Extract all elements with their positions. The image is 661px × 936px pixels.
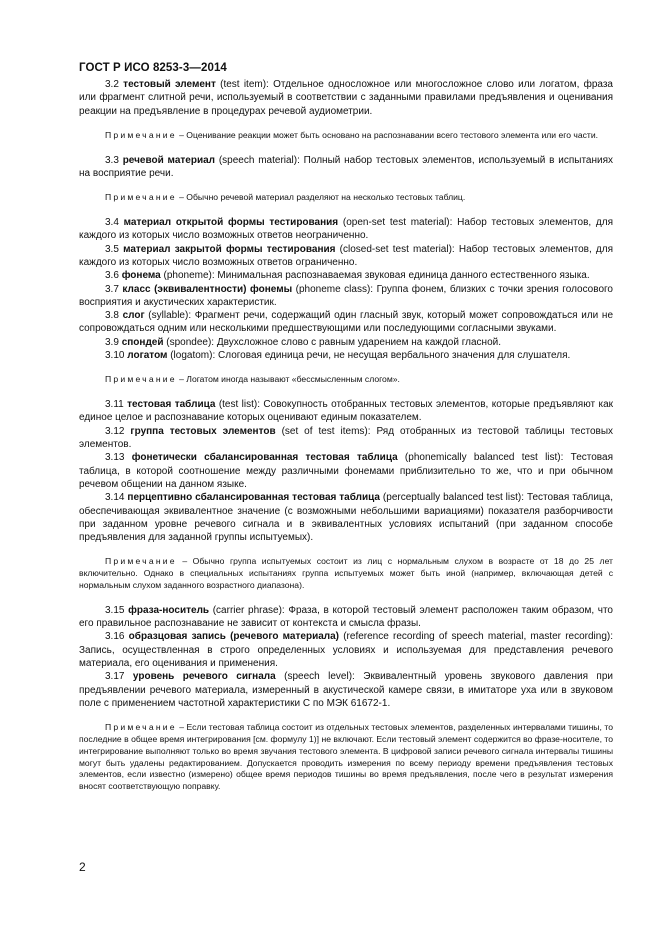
entry-term: слог bbox=[122, 310, 145, 322]
entry-term: материал закрытой формы тестирования bbox=[123, 243, 336, 255]
entry-term: логатом bbox=[127, 350, 168, 362]
entry-definition: (carrier phrase): Фраза, в которой тестовый элемент расположен таким образом, что его правильное распознавание не зависит от контекста и смысла фразы. bbox=[79, 604, 613, 630]
note-label: Примечание bbox=[105, 556, 177, 567]
document-header: ГОСТ Р ИСО 8253-3—2014 bbox=[79, 62, 227, 74]
entry-term: класс (эквивалентности) фонемы bbox=[122, 283, 293, 295]
term-entry-3-15 bbox=[79, 604, 613, 631]
note-5 bbox=[79, 722, 613, 793]
term-entry-3-6 bbox=[79, 269, 613, 282]
term-entry-3-10 bbox=[79, 349, 613, 362]
note-label: Примечание bbox=[105, 192, 177, 203]
entry-number: 3.16 bbox=[105, 631, 129, 643]
entry-definition: (syllable): Фрагмент речи, содержащий один гласный звук, который может сопровождаться или не сопровождаться одним или несколькими предшествующими или последующими согласными звуками. bbox=[79, 310, 614, 335]
entry-number: 3.6 bbox=[105, 270, 122, 282]
note-text: – Если тестовая таблица состоит из отдельных тестовых элементов, разделенных интервалами тишины, то последние в общее время интегрирования [см. формулу 1)] не включают. Если тестовый элемент содержится во фразе-носителе, то интегрирование выполняют только во время звучания тестового элемента. В цифровой записи речевого сигнала интервалы тишины могут быть удалены редактированием. Допускается проводить измерения по всему периоду времени предъявления тестовых элементов, если известно (измерено) общее время периодов тишины во время предъявления, после чего в результат измерения вносят соответствующую поправку. bbox=[79, 722, 613, 792]
entry-term: фраза-носитель bbox=[128, 604, 210, 616]
entry-definition: (spondee): Двухсложное слово с равным ударением на каждой гласной. bbox=[163, 336, 502, 348]
term-entry-3-8 bbox=[79, 309, 613, 336]
entry-definition: (test item): Отдельное односложное или многосложное слово или логатом, фраза или фрагмент слитной речи, используемый в соответствии с заданными правилами предъявления и оценивания реакции на предъявление в процедурах речевой аудиометрии. bbox=[79, 79, 613, 117]
entry-term: фонетически сбалансированная тестовая таблица bbox=[131, 452, 398, 464]
term-entry-3-17 bbox=[79, 670, 613, 710]
note-text: – Обычно речевой материал разделяют на несколько тестовых таблиц. bbox=[176, 192, 466, 203]
entry-number: 3.15 bbox=[105, 604, 129, 616]
entry-term: перцептивно сбалансированная тестовая таблица bbox=[127, 492, 380, 504]
note-label: Примечание bbox=[105, 129, 177, 140]
entry-definition: (set of test items): Ряд отобранных из тестовой таблицы тестовых элементов. bbox=[79, 425, 614, 451]
entry-number: 3.8 bbox=[105, 310, 123, 322]
entry-definition: (open-set test material): Набор тестовых элементов, для каждого из которых число возможных ответов неограниченно. bbox=[79, 217, 613, 242]
note-text: – Оценивание реакции может быть основано на распознавании всего тестового элемента или его части. bbox=[176, 129, 599, 140]
term-entry-3-5 bbox=[79, 243, 613, 270]
note-1 bbox=[79, 130, 613, 142]
entry-definition: (reference recording of speech material, master recording): Запись, осуществленная в строго определенных условиях и используемая для представления речевого материала, его оценивания и применения. bbox=[79, 631, 613, 669]
entry-term: фонема bbox=[121, 270, 161, 282]
term-entry-3-4 bbox=[79, 216, 613, 243]
entry-definition: (phoneme): Минимальная распознаваемая звуковая единица данного естественного языка. bbox=[160, 270, 590, 282]
entry-term: спондей bbox=[121, 336, 164, 348]
entry-term: образцовая запись (речевого материала) bbox=[128, 631, 340, 643]
page-number: 2 bbox=[79, 860, 86, 874]
entry-term: тестовый элемент bbox=[123, 79, 216, 90]
note-4 bbox=[79, 556, 613, 591]
term-entry-3-7 bbox=[79, 283, 613, 310]
entry-number: 3.12 bbox=[105, 425, 131, 437]
entry-term: уровень речевого сигнала bbox=[132, 671, 276, 683]
entry-number: 3.2 bbox=[105, 79, 124, 90]
note-label: Примечание bbox=[105, 374, 177, 385]
note-text: – Обычно группа испытуемых состоит из лиц с нормальным слухом в возрасте от 18 до 25 лет включительно. Однако в специальных испытаниях группа испытуемых может быть иной (например, включающая детей с нормальным слухом заданного возрастного диапазона). bbox=[79, 556, 613, 590]
entry-number: 3.7 bbox=[105, 283, 123, 295]
entry-definition: (phoneme class): Группа фонем, близких с точки зрения голосового восприятия и акустических характеристик. bbox=[79, 283, 613, 308]
term-entry-3-11 bbox=[79, 398, 613, 425]
entry-number: 3.5 bbox=[105, 243, 124, 255]
entry-number: 3.9 bbox=[105, 336, 122, 348]
note-3 bbox=[79, 374, 613, 386]
entry-number: 3.14 bbox=[105, 492, 128, 504]
entry-definition: (logatom): Слоговая единица речи, не несущая вербального значения для слушателя. bbox=[167, 350, 571, 362]
entry-term: речевой материал bbox=[122, 154, 216, 166]
term-entry-3-13 bbox=[79, 451, 613, 491]
entry-term: материал открытой формы тестирования bbox=[123, 217, 339, 229]
term-entry-3-9 bbox=[79, 336, 613, 349]
entry-number: 3.13 bbox=[105, 452, 132, 464]
note-text: – Логатом иногда называют «бессмысленным слогом». bbox=[176, 374, 400, 385]
term-entry-3-14 bbox=[79, 491, 613, 544]
entry-number: 3.10 bbox=[105, 350, 128, 362]
term-entry-3-16 bbox=[79, 630, 613, 670]
document-body bbox=[79, 78, 613, 793]
entry-definition: (test list): Совокупность отобранных тестовых элементов, которые предъявляют как единое целое и распознавание которых оценивают единым показателем. bbox=[79, 399, 614, 424]
entry-term: группа тестовых элементов bbox=[130, 425, 276, 437]
entry-term: тестовая таблица bbox=[127, 399, 216, 411]
entry-number: 3.4 bbox=[105, 217, 124, 229]
entry-definition: (phonemically balanced test list): Тестовая таблица, в которой соотношение между различными фонемами приблизительно то же, что и при обычном речевом общении на данном языке. bbox=[79, 452, 613, 490]
entry-number: 3.17 bbox=[105, 671, 133, 683]
entry-definition: (speech level): Эквивалентный уровень звукового давления при предъявлении речевого материала, измеренный в акустической камере связи, в имитаторе уха или в звуковом поле с применением частотной характеристики C по МЭК 61672-1. bbox=[79, 671, 613, 709]
note-label: Примечание bbox=[105, 722, 177, 733]
entry-definition: (speech material): Полный набор тестовых элементов, используемый в испытаниях на восприятие речи. bbox=[79, 154, 614, 179]
term-entry-3-3 bbox=[79, 154, 613, 181]
term-entry-3-2 bbox=[79, 78, 613, 118]
entry-number: 3.11 bbox=[105, 399, 128, 411]
entry-definition: (perceptually balanced test list): Тестовая таблица, обеспечивающая эквивалентное значение (с возможными небольшими вариациями) показателя разборчивости при заданном уровне речевого сигнала и в эквивалентных условиях испытаний (при заданном способе предъявления для заданной группы испытуемых). bbox=[79, 492, 613, 544]
entry-definition: (closed-set test material): Набор тестовых элементов, для каждого из которых число возможных ответов ограниченно. bbox=[79, 243, 613, 268]
entry-number: 3.3 bbox=[105, 154, 123, 166]
note-2 bbox=[79, 192, 613, 204]
term-entry-3-12 bbox=[79, 425, 613, 452]
